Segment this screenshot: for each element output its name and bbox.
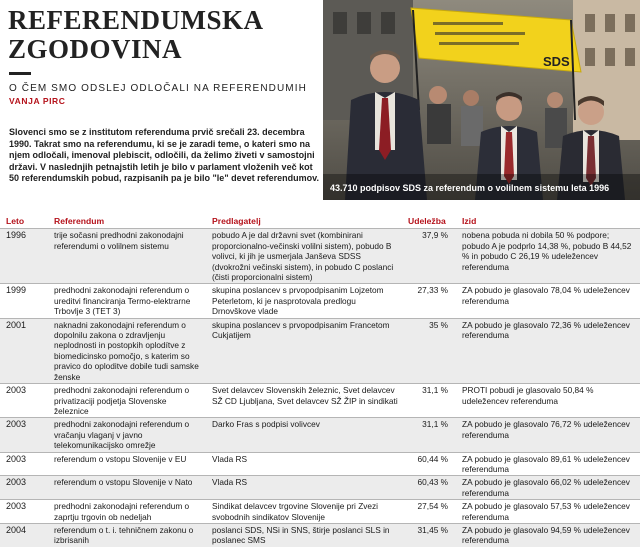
cell-year: 1999: [0, 284, 48, 318]
cell-referendum: predhodni zakonodajni referendum o privatizaciji podjetja Slovenske železnice: [48, 384, 206, 418]
cell-referendum: referendum o t. i. tehničnem zakonu o izbrisanih: [48, 523, 206, 546]
table-row: [0, 384, 640, 418]
cell-outcome: ZA pobudo je glasovalo 66,02 % udeležencev referenduma: [456, 476, 640, 500]
cell-outcome: nobena pobuda ni dobila 50 % podpore; pobudo A je podprlo 14,38 %, pobudo B 44,52 % in pobudo C 26,19 % udeležencev referenduma: [456, 229, 640, 284]
cell-turnout: 27,54 %: [402, 500, 456, 524]
article-author: VANJA PIRC: [9, 96, 66, 106]
cell-outcome: PROTI pobudi je glasovalo 50,84 % udeležencev referenduma: [456, 384, 640, 418]
cell-referendum: predhodni zakonodajni referendum o zaprtju trgovin ob nedeljah: [48, 500, 206, 524]
header-year: Leto: [6, 216, 25, 226]
header-proposer: Predlagatelj: [212, 216, 261, 226]
cell-referendum: trije sočasni predhodni zakonodajni referendumi o volilnem sistemu: [48, 229, 206, 284]
cell-year: 2001: [0, 318, 48, 383]
table-row: [0, 284, 640, 318]
article-intro: Slovenci smo se z institutom referenduma prvič srečali 23. decembra 1990. Takrat smo na referendumu, ki se je zaradi teme, o kateri smo na njem odločali, imenoval plebiscit, odločili, da želimo živeti v samostojni državi. V naslednjih petnajstih letih je bilo v parlament vloženih več kot 50 referendumskih pobud, razpisanih pa je bilo "le" devet referendumov.: [9, 127, 319, 183]
table-row: [0, 476, 640, 500]
cell-proposer: skupina poslancev s prvopodpisanim Lojzetom Peterletom, ki je nasprotovala predlogu Drnovškove vlade: [206, 284, 402, 318]
cell-referendum: predhodni zakonodajni referendum o ureditvi financiranja Termo-elektrarne Trbovlje 3 (TET 3): [48, 284, 206, 318]
cell-year: 1996: [0, 229, 48, 284]
banner-text: SDS: [543, 54, 570, 69]
cell-proposer: skupina poslancev s prvopodpisanim Francetom Cukjatijem: [206, 318, 402, 383]
photo-illustration: [323, 0, 640, 200]
referendum-table: [0, 214, 640, 547]
table-row: [0, 229, 640, 284]
table-row: [0, 418, 640, 452]
table-row: [0, 452, 640, 476]
article-photo: [323, 0, 640, 200]
photo-caption: 43.710 podpisov SDS za referendum o volilnem sistemu leta 1996: [330, 183, 610, 193]
cell-year: 2003: [0, 476, 48, 500]
cell-turnout: 60,43 %: [402, 476, 456, 500]
cell-proposer: Sindikat delavcev trgovine Slovenije pri Zvezi svobodnih sindikatov Slovenije: [206, 500, 402, 524]
cell-proposer: Svet delavcev Slovenskih železnic, Svet delavcev SŽ CD Ljubljana, Svet delavcev SŽ ŽIP in sindikati: [206, 384, 402, 418]
cell-outcome: ZA pobudo je glasovalo 72,36 % udeležencev referenduma: [456, 318, 640, 383]
table-row: [0, 318, 640, 383]
cell-turnout: 60,44 %: [402, 452, 456, 476]
header-turnout: Udeležba: [408, 216, 446, 226]
cell-turnout: 31,1 %: [402, 384, 456, 418]
cell-outcome: ZA pobudo je glasovalo 57,53 % udeležencev referenduma: [456, 500, 640, 524]
cell-proposer: poslanci SDS, NSi in SNS, štirje poslanci SLS in poslanec SMS: [206, 523, 402, 546]
cell-proposer: Vlada RS: [206, 452, 402, 476]
cell-outcome: ZA pobudo je glasovalo 89,61 % udeležencev referenduma: [456, 452, 640, 476]
cell-turnout: 27,33 %: [402, 284, 456, 318]
cell-outcome: ZA pobudo je glasovalo 78,04 % udeležencev referenduma: [456, 284, 640, 318]
cell-year: 2003: [0, 500, 48, 524]
cell-outcome: ZA pobudo je glasovalo 76,72 % udeležencev referenduma: [456, 418, 640, 452]
header-outcome: Izid: [462, 216, 477, 226]
cell-turnout: 31,45 %: [402, 523, 456, 546]
cell-proposer: Vlada RS: [206, 476, 402, 500]
table-row: [0, 523, 640, 546]
title-divider: [9, 72, 31, 75]
cell-referendum: referendum o vstopu Slovenije v EU: [48, 452, 206, 476]
cell-turnout: 31,1 %: [402, 418, 456, 452]
cell-outcome: ZA pobudo je glasovalo 94,59 % udeležencev referenduma: [456, 523, 640, 546]
cell-proposer: Darko Fras s podpisi volivcev: [206, 418, 402, 452]
cell-year: 2003: [0, 418, 48, 452]
cell-year: 2004: [0, 523, 48, 546]
cell-referendum: predhodni zakonodajni referendum o vračanju vlaganj v javno telekomunikacijsko omrežje: [48, 418, 206, 452]
cell-year: 2003: [0, 452, 48, 476]
article-title: REFERENDUMSKA ZGODOVINA: [8, 5, 263, 64]
cell-referendum: naknadni zakonodajni referendum o dopolnilu zakona o zdravljenju neplodnosti in postopkih oplodítve z biomedicinsko pomočjo, s katerim so pravico do oploditve dobile tudi samske ženske: [48, 318, 206, 383]
table-row: [0, 500, 640, 524]
cell-referendum: referendum o vstopu Slovenije v Nato: [48, 476, 206, 500]
cell-turnout: 37,9 %: [402, 229, 456, 284]
article-subtitle: O ČEM SMO ODSLEJ ODLOČALI NA REFERENDUMIH: [9, 83, 307, 94]
cell-turnout: 35 %: [402, 318, 456, 383]
cell-year: 2003: [0, 384, 48, 418]
table-header-row: [0, 214, 640, 229]
header-referendum: Referendum: [54, 216, 105, 226]
cell-proposer: pobudo A je dal državni svet (kombinirani proporcionalno-večinski volilni sistem), pobudo B volivci, ki jih je usmerjala Janševa SDSS (dvokrožni večinski sistem), in pobudo C poslanci (čisti proporcionalni sistem): [206, 229, 402, 284]
